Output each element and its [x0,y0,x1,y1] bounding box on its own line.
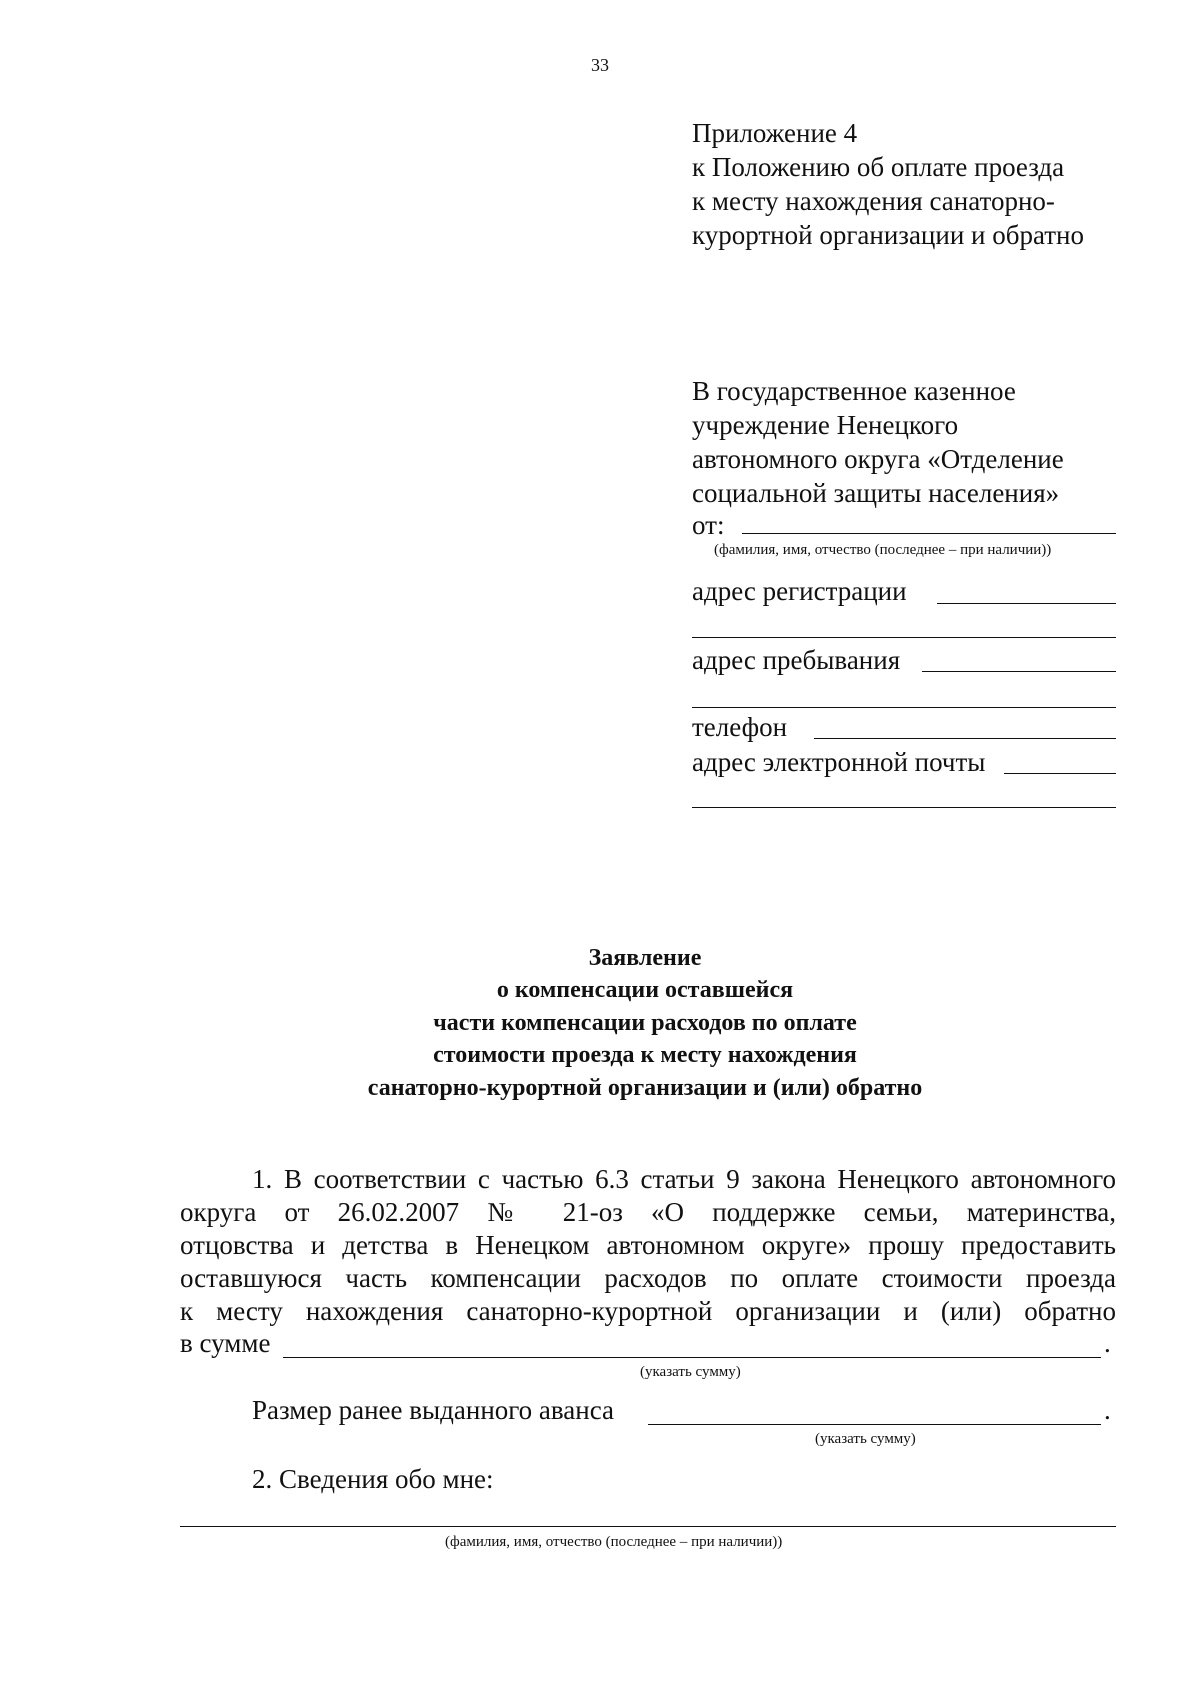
p1-line-3: отцовства и детства в Ненецком автономном округе» прошу предоставить [180,1230,1116,1260]
phone-label: телефон [692,712,788,742]
from-hint: (фамилия, имя, отчество (последнее – при наличии)) [714,542,1052,558]
advance-field[interactable] [648,1424,1101,1425]
addressee-line-2: учреждение Ненецкого [692,410,959,440]
addressee-line-1: В государственное казенное [692,376,1016,406]
sum-field[interactable] [283,1357,1101,1358]
phone-field[interactable] [814,738,1116,739]
doc-title-line-4: стоимости проезда к месту нахождения [433,1042,857,1068]
reg-address-field[interactable] [937,603,1116,604]
email-label: адрес электронной почты [692,747,986,777]
p1-line-5: к месту нахождения санаторно-курортной организации и (или) обратно [180,1296,1116,1326]
advance-end: . [1104,1395,1111,1425]
p2-hint: (фамилия, имя, отчество (последнее – при наличии)) [445,1534,783,1550]
appendix-line-3: к месту нахождения санаторно- [692,186,1055,216]
addressee-line-3: автономного округа «Отделение [692,444,1064,474]
doc-title-line-2: о компенсации оставшейся [496,977,794,1003]
sum-label: в сумме [180,1328,271,1358]
advance-hint: (указать сумму) [815,1431,916,1447]
from-field[interactable] [742,533,1116,534]
doc-title-line-5: санаторно-курортной организации и (или) обратно [367,1075,923,1101]
page-number: 33 [591,55,609,75]
stay-address-field-2[interactable] [692,707,1116,708]
appendix-line-2: к Положению об оплате проезда [692,152,1065,182]
from-label: от: [692,510,725,540]
doc-title-line-3: части компенсации расходов по оплате [433,1010,857,1036]
reg-address-label: адрес регистрации [692,576,907,606]
advance-label: Размер ранее выданного аванса [252,1395,615,1425]
p2-field[interactable] [180,1526,1116,1527]
doc-title-line-1: Заявление [588,945,702,971]
addressee-line-4: социальной защиты населения» [692,478,1060,508]
p1-line-2: округа от 26.02.2007 № 21-оз «О поддержке семьи, материнства, [180,1197,1116,1227]
sum-hint: (указать сумму) [640,1364,741,1380]
stay-address-label: адрес пребывания [692,645,901,675]
appendix-line-1: Приложение 4 [692,118,858,148]
appendix-line-4: курортной организации и обратно [692,220,1085,250]
p1-line-4: оставшуюся часть компенсации расходов по оплате стоимости проезда [180,1263,1116,1293]
stay-address-field[interactable] [922,671,1116,672]
p2-label: 2. Сведения обо мне: [252,1464,494,1494]
sum-end: . [1104,1328,1111,1358]
reg-address-field-2[interactable] [692,637,1116,638]
email-field-2[interactable] [692,807,1116,808]
email-field[interactable] [1004,773,1116,774]
p1-line-1: 1. В соответствии с частью 6.3 статьи 9 закона Ненецкого автономного [252,1164,1116,1194]
